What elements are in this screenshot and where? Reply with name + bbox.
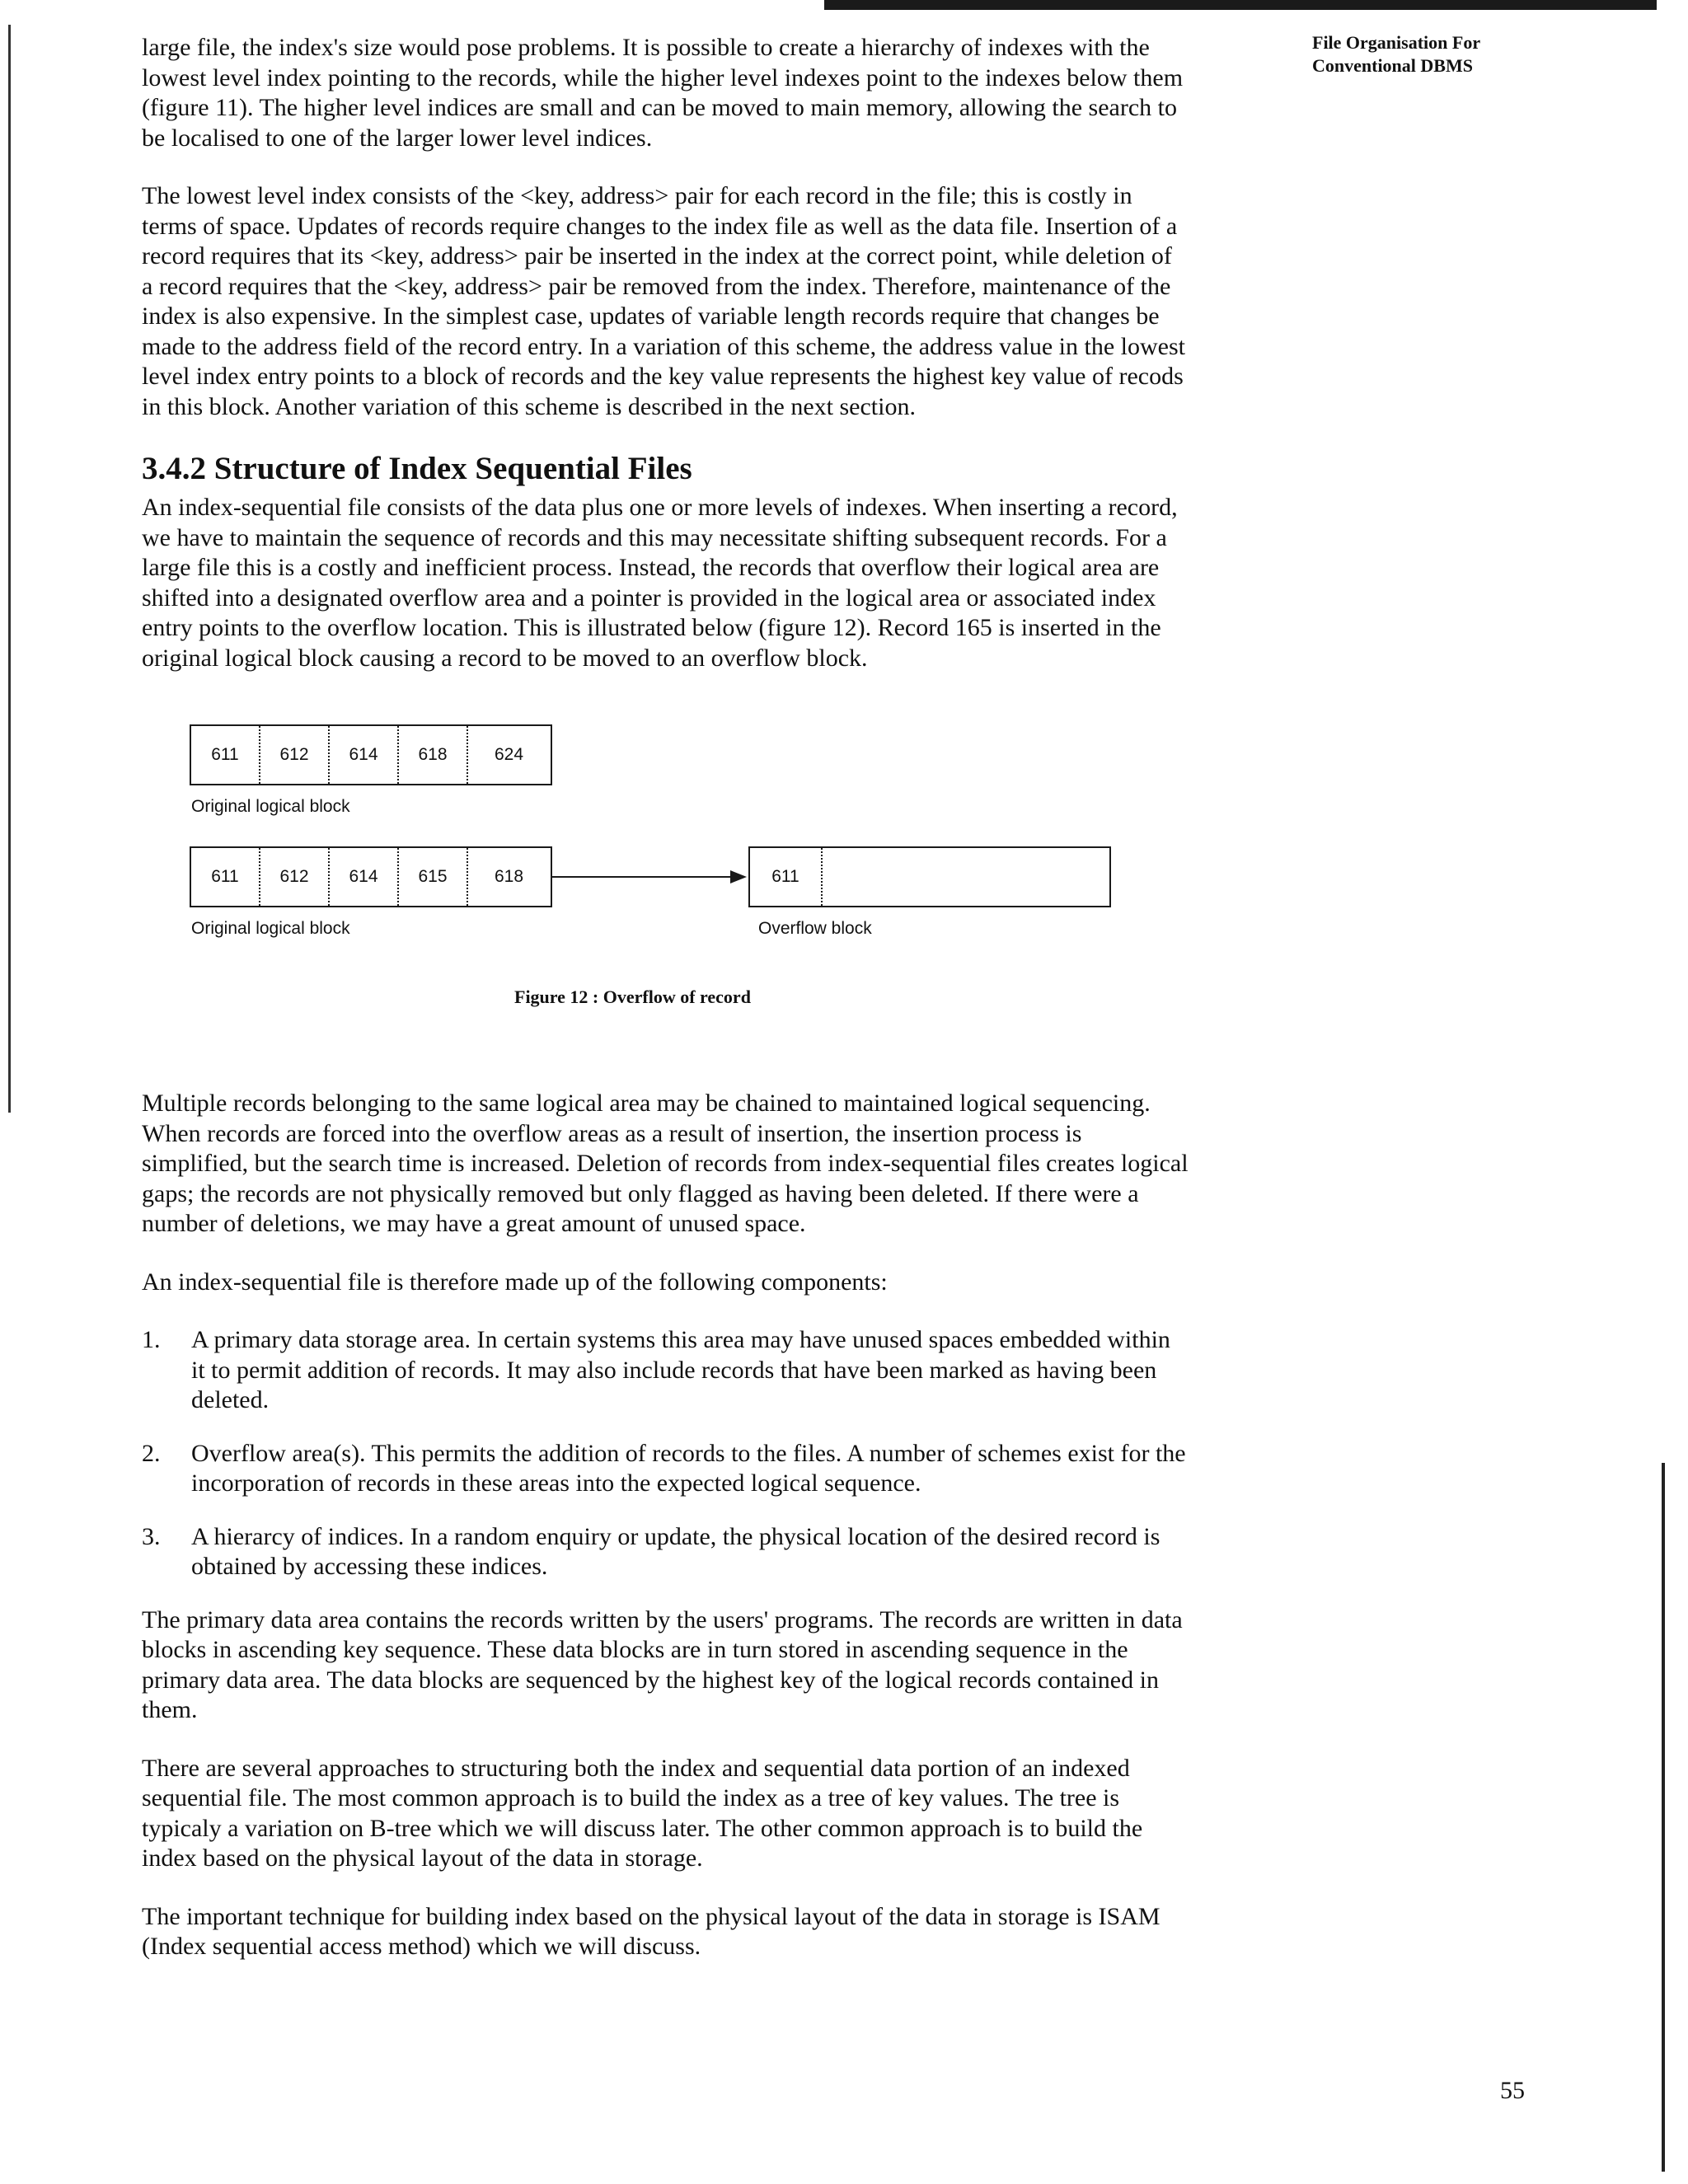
list-item — [142, 1439, 1189, 1499]
record-cell: 624 — [494, 745, 524, 764]
record-cell: 611 — [191, 726, 260, 784]
block-caption-overflow: Overflow block — [758, 919, 872, 938]
record-cell: 614 — [330, 848, 399, 906]
list-item-text: Overflow area(s). This permits the addition of records to the files. A number of schemes exist for the incorporation of records in these areas into the expected logical sequence. — [191, 1439, 1186, 1497]
right-scan-edge — [1662, 1463, 1665, 2172]
paragraph-approaches: There are several approaches to structuring both the index and sequential data portion of an indexed sequential file. The most common approach is to build the index as a tree of key values. The tree is typicaly a variation on B-tree which we will discuss later. The other common approach is to build the index based on the physical layout of the data in storage. — [142, 1754, 1143, 1872]
paragraph-section-intro: An index-sequential file consists of the data plus one or more levels of indexes. When inserting a record, we have to maintain the sequence of records and this may necessitate shifting subsequent records. For a large file this is a costly and inefficient process. Instead, the records that overflow their logical area are shifted into a designated overflow area and a pointer is provided in the logical area or associated index entry points to the overflow location. This is illustrated below (figure 12). Record 165 is inserted in the original logical block causing a record to be moved to an overflow block. — [142, 494, 1178, 672]
empty-cell — [823, 848, 1109, 906]
list-item-text: A primary data storage area. In certain systems this area may have unused spaces embedded within it to permit addition of records. It may also include records that have been marked as having been deleted. — [191, 1326, 1170, 1413]
block-caption-after: Original logical block — [191, 919, 350, 938]
record-cell: 614 — [330, 726, 399, 784]
paragraph-components-intro: An index-sequential file is therefore made up of the following components: — [142, 1268, 888, 1296]
paragraph-index-hierarchy: large file, the index's size would pose problems. It is possible to create a hierarchy of indexes with the lowest level index pointing to the records, while the higher level indexes point to the indexes below them (figure 11). The higher level indices are small and can be moved to main memory, allowing the search to be localised to one of the larger lower level indices. — [142, 34, 1184, 152]
block-caption-before: Original logical block — [191, 797, 350, 816]
record-cell: 611 — [750, 848, 823, 906]
components-list — [142, 1325, 1189, 1582]
figure-caption: Figure 12 : Overflow of record — [514, 987, 751, 1007]
list-item — [142, 1522, 1189, 1582]
record-cell: 618 — [399, 726, 468, 784]
record-cell: 615 — [399, 848, 468, 906]
list-item-number: 2. — [142, 1439, 161, 1467]
paragraph-isam: The important technique for building index based on the physical layout of the data in storage is ISAM (Index sequential access method) which we will discuss. — [142, 1902, 1160, 1960]
overflow-arrow-head — [730, 870, 747, 883]
running-header: File Organisation For Conventional DBMS — [1312, 32, 1480, 76]
left-scan-edge — [8, 25, 11, 1113]
main-content — [142, 33, 1189, 1990]
record-cell: 612 — [260, 726, 330, 784]
paragraph-lowest-level-index: The lowest level index consists of the <key, address> pair for each record in the file; this is costly in terms of space. Updates of records require changes to the index file as well as the data file. Insertion of a record requires that its <key, address> pair be inserted in the index at the correct point, while deletion of a record requires that the <key, address> pair be removed from the index. Therefore, maintenance of the index is also expensive. In the simplest case, updates of variable length records require that changes be made to the address field of the record entry. In a variation of this scheme, the address value in the lowest level index entry points to a block of records and the key value represents the highest key value of recods in this block. Another variation of this scheme is described in the next section. — [142, 182, 1185, 420]
paragraph-multiple-records: Multiple records belonging to the same logical area may be chained to maintained logical sequencing. When records are forced into the overflow areas as a result of insertion, the insertion process is simplified, but the search time is increased. Deletion of records from index-sequential files creates logical gaps; the records are not physically removed but only flagged as having been deleted. If there were a number of deletions, we may have a great amount of unused space. — [142, 1090, 1189, 1237]
paragraph-primary-data-area: The primary data area contains the records written by the users' programs. The records are written in data blocks in ascending key sequence. These data blocks are in turn stored in ascending sequence in the primary data area. The data blocks are sequenced by the highest key of the logical records contained in them. — [142, 1605, 1183, 1723]
top-rule — [824, 0, 1657, 10]
original-logical-block-after — [190, 846, 552, 907]
overflow-arrow-line — [552, 876, 734, 878]
record-cell: 611 — [191, 848, 260, 906]
record-cell: 612 — [260, 848, 330, 906]
section-heading: 3.4.2 Structure of Index Sequential Files — [142, 451, 692, 486]
overflow-block — [748, 846, 1111, 907]
original-logical-block-before — [190, 724, 552, 785]
list-item — [142, 1325, 1189, 1416]
list-item-number: 3. — [142, 1522, 161, 1550]
page-number: 55 — [1500, 2077, 1525, 2104]
figure-overflow-of-record — [142, 724, 1189, 1071]
list-item-number: 1. — [142, 1326, 161, 1353]
record-cell: 618 — [494, 867, 524, 886]
list-item-text: A hierarcy of indices. In a random enquiry or update, the physical location of the desired record is obtained by accessing these indices. — [191, 1522, 1160, 1580]
